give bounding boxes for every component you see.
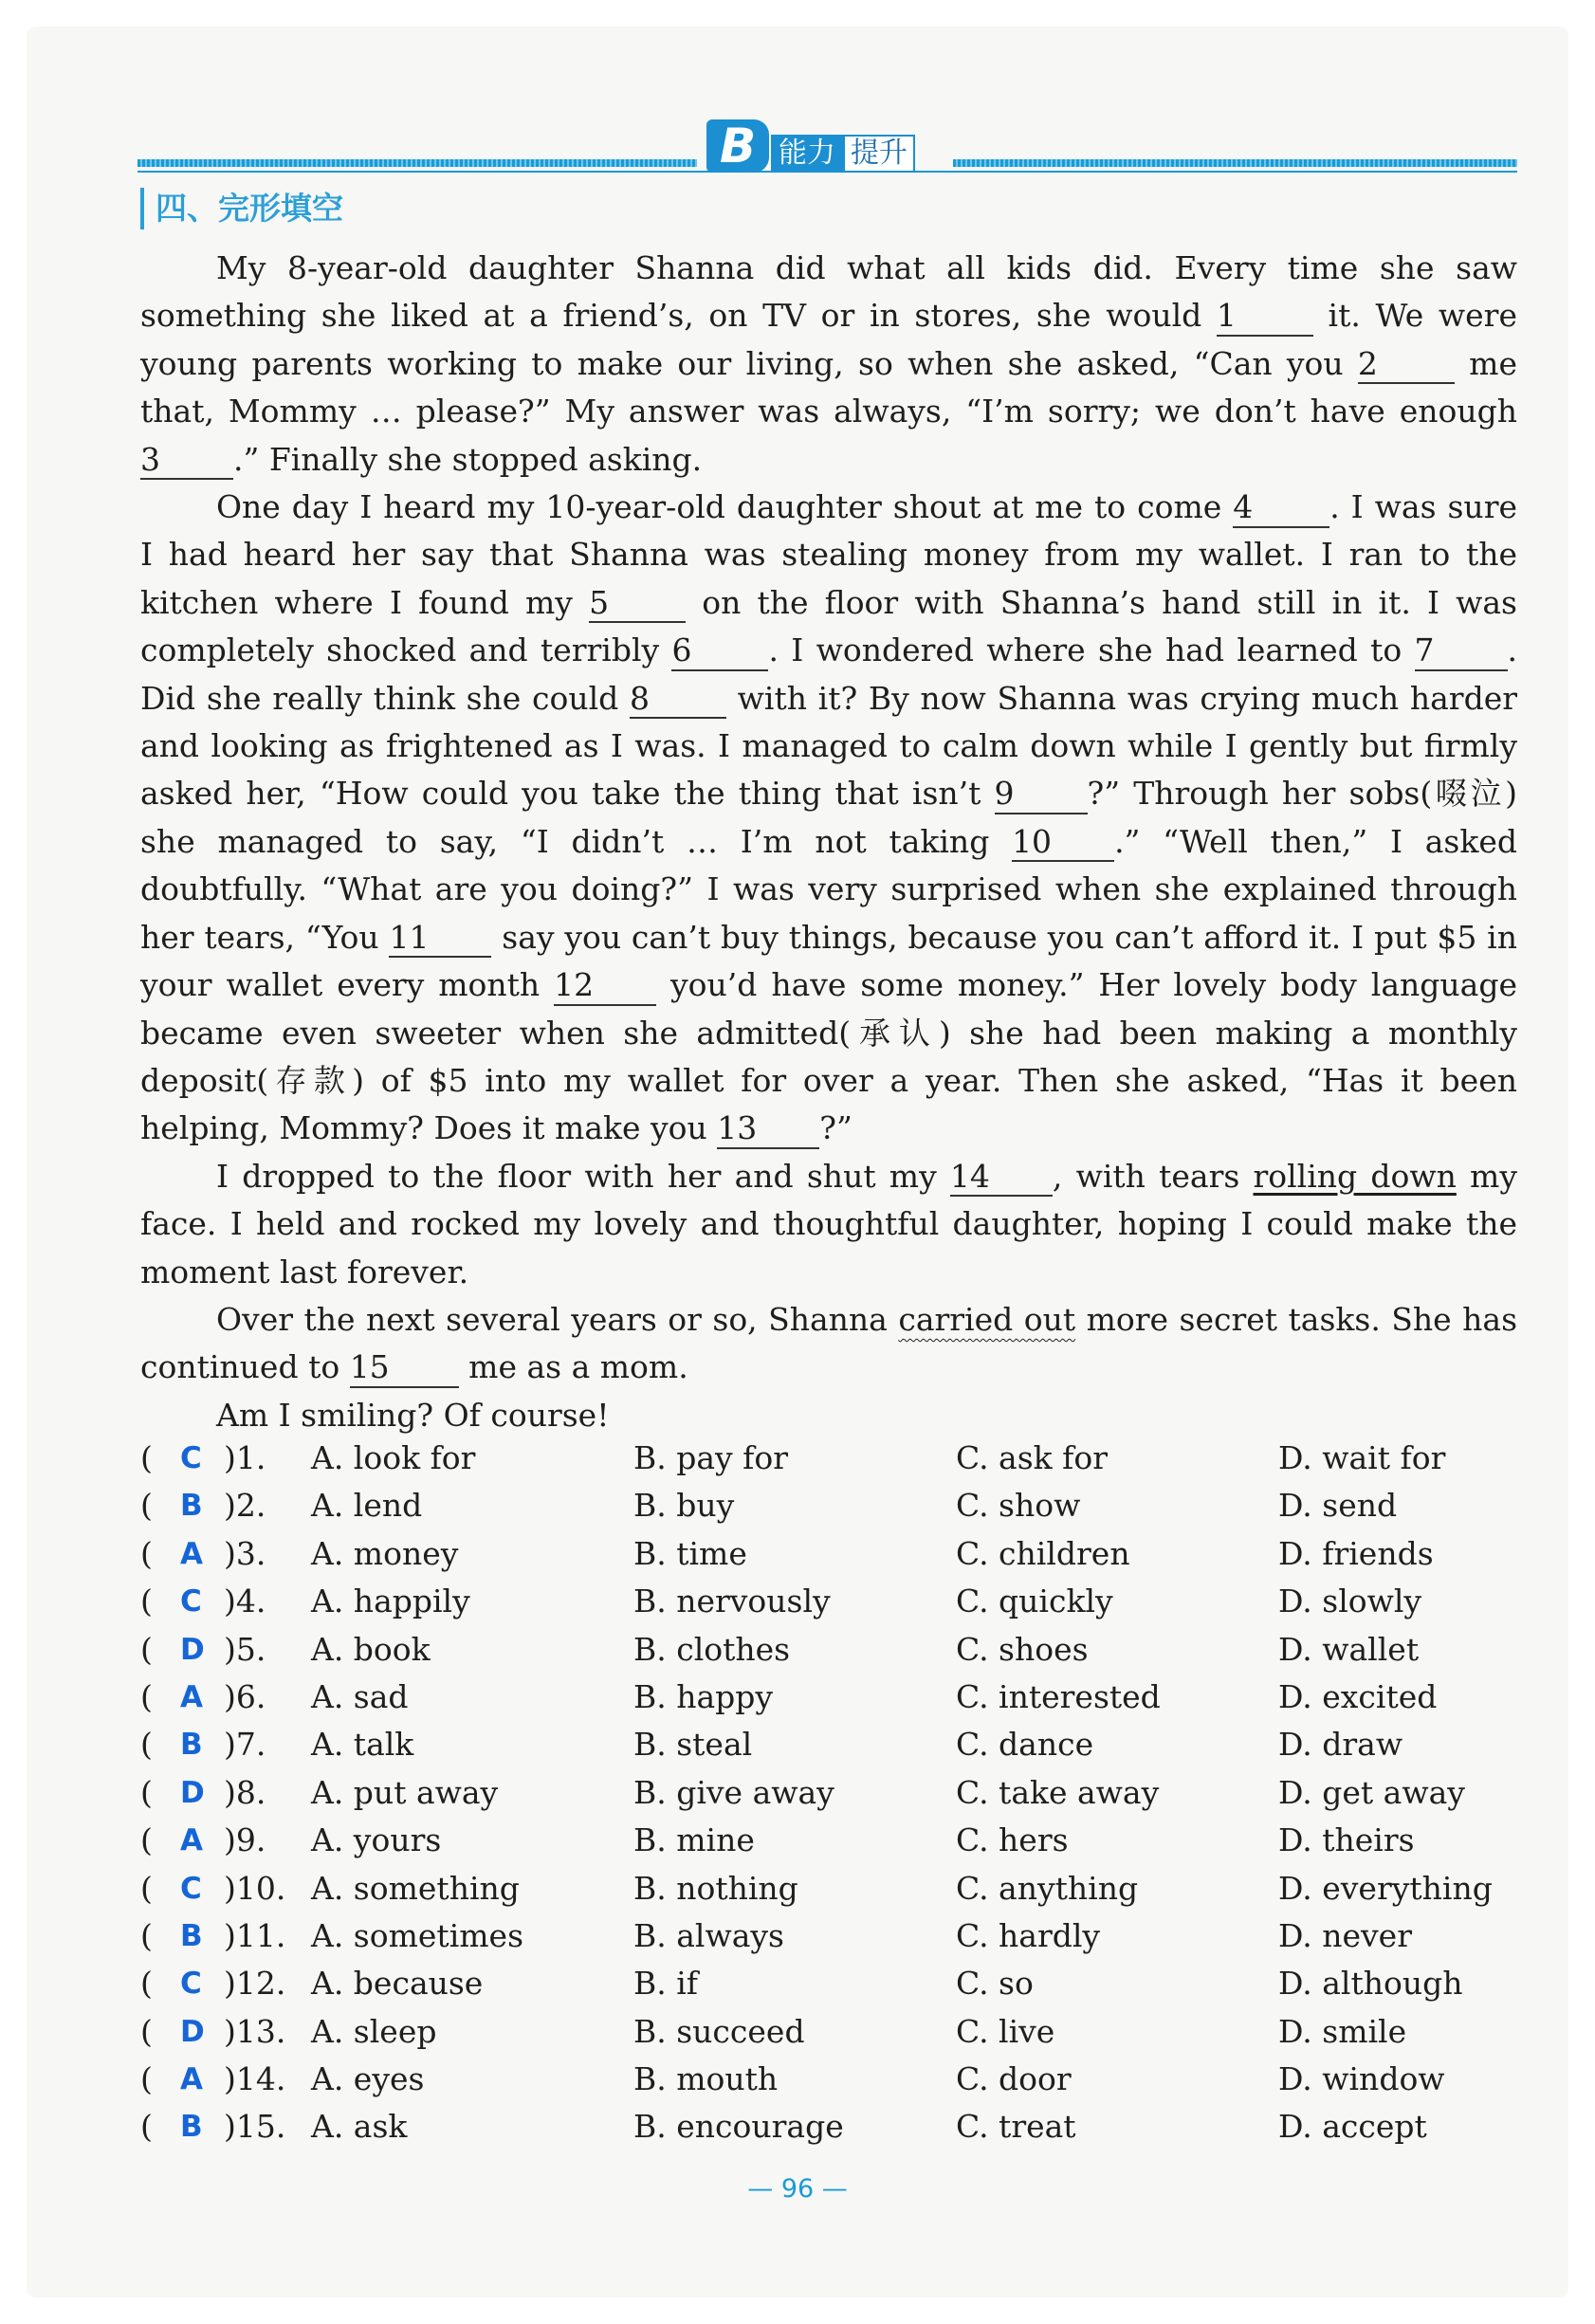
- answer-letter: C: [180, 1584, 202, 1619]
- option-d: D. slowly: [1278, 1583, 1422, 1620]
- question-row: [140, 1960, 1517, 2007]
- question-row: [140, 1865, 1517, 1912]
- option-d: D. wait for: [1278, 1439, 1446, 1476]
- open-paren: (: [140, 1916, 153, 1954]
- cloze-passage: [140, 245, 1517, 1439]
- option-c: C. hers: [956, 1821, 1069, 1859]
- question-row: [140, 1721, 1517, 1768]
- question-number: )14.: [224, 2060, 286, 2098]
- answer-letter: C: [180, 1967, 202, 2002]
- open-paren: (: [140, 2012, 153, 2050]
- blank-15: 15: [350, 1348, 459, 1388]
- option-a: A. money: [311, 1534, 459, 1572]
- option-a: A. something: [311, 1869, 520, 1907]
- open-paren: (: [140, 1487, 153, 1525]
- answer-letter: A: [180, 1823, 203, 1858]
- option-d: D. wallet: [1278, 1630, 1420, 1668]
- option-d: D. draw: [1278, 1726, 1403, 1764]
- blank-12: 12: [554, 966, 656, 1006]
- option-c: C. door: [956, 2060, 1072, 2098]
- option-d: D. smile: [1278, 2012, 1407, 2050]
- blank-2: 2: [1358, 345, 1455, 385]
- option-c: C. hardly: [956, 1916, 1101, 1954]
- question-row: [140, 2056, 1517, 2103]
- option-b: B. steal: [633, 1726, 753, 1764]
- option-d: D. excited: [1278, 1677, 1438, 1715]
- option-a: A. sad: [311, 1677, 409, 1715]
- open-paren: (: [140, 1439, 153, 1476]
- option-b: B. time: [633, 1534, 747, 1572]
- blank-4: 4: [1233, 488, 1329, 528]
- option-d: D. friends: [1278, 1534, 1434, 1572]
- open-paren: (: [140, 1630, 153, 1668]
- option-b: B. nothing: [633, 1869, 798, 1907]
- open-paren: (: [140, 1773, 153, 1811]
- option-d: D. window: [1278, 2060, 1445, 2098]
- question-row: [140, 1674, 1517, 1721]
- answer-letter: C: [180, 1441, 202, 1475]
- open-paren: (: [140, 1677, 153, 1715]
- badge-text-1: 能力: [771, 135, 843, 173]
- paragraph-1: My 8-year-old daughter Shanna did what all kids did. Every time she saw something she liked at a friend’s, on TV or in stores, she would 1 it. We were young parents working to make our living, so when she asked, “Can you 2 me that, Mommy … please?” My answer was always, “I’m sorry; we don’t have enough 3 .” Finally she stopped asking.: [140, 245, 1517, 484]
- question-number: )15.: [224, 2108, 286, 2146]
- question-number: )6.: [224, 1677, 266, 1715]
- option-b: B. encourage: [633, 2108, 844, 2146]
- question-number: )10.: [224, 1869, 286, 1907]
- option-a: A. because: [311, 1965, 484, 2003]
- option-a: A. lend: [311, 1487, 423, 1525]
- blank-3: 3: [140, 441, 233, 481]
- blank-13: 13: [717, 1109, 819, 1149]
- option-c: C. live: [956, 2012, 1055, 2050]
- option-b: B. mine: [633, 1821, 755, 1859]
- option-a: A. talk: [311, 1726, 414, 1764]
- header-rule-right: [953, 159, 1517, 167]
- option-a: A. happily: [311, 1583, 470, 1620]
- option-c: C. anything: [956, 1869, 1139, 1907]
- option-c: C. show: [956, 1487, 1081, 1525]
- option-d: D. everything: [1278, 1869, 1493, 1907]
- question-row: [140, 1482, 1517, 1529]
- paragraph-2: One day I heard my 10-year-old daughter shout at me to come 4 . I was sure I had heard her say that Shanna was stealing money from my wallet. I ran to the kitchen where I found my 5 on the floor with Shanna’s hand still in it. I was completely shocked and terribly 6 . I wondered where she had learned to 7 . Did she really think she could 8 with it? By now Shanna was crying much harder and looking as frightened as I was. I managed to calm down while I gently but firmly asked her, “How could you take the thing that isn’t 9 ?” Through her sobs(啜泣) she managed to say, “I didn’t … I’m not taking 10 .” “Well then,” I asked doubtfully. “What are you doing?” I was very surprised when she explained through her tears, “You 11 say you can’t buy things, because you can’t afford it. I put $5 in your wallet every month 12 you’d have some money.” Her lovely body language became even sweeter when she admitted(承认) she had been making a monthly deposit(存款) of $5 into my wallet for over a year. Then she asked, “Has it been helping, Mommy? Does it make you 13 ?”: [140, 484, 1517, 1153]
- option-a: A. book: [311, 1630, 431, 1668]
- blank-5: 5: [589, 584, 686, 624]
- question-row: [140, 1435, 1517, 1482]
- question-number: )13.: [224, 2012, 286, 2050]
- option-b: B. always: [633, 1916, 784, 1954]
- option-b: B. nervously: [633, 1583, 831, 1620]
- option-c: C. treat: [956, 2108, 1076, 2146]
- option-d: D. never: [1278, 1916, 1412, 1954]
- option-a: A. sleep: [311, 2012, 437, 2050]
- page-number: — 96 —: [747, 2174, 848, 2204]
- option-b: B. give away: [633, 1773, 834, 1811]
- option-c: C. shoes: [956, 1630, 1089, 1668]
- header-rule-left: [138, 159, 697, 167]
- answer-letter: A: [180, 1536, 203, 1571]
- paragraph-5: Am I smiling? Of course!: [216, 1396, 610, 1434]
- option-a: A. put away: [311, 1773, 499, 1811]
- question-number: )3.: [224, 1534, 266, 1572]
- option-a: A. look for: [311, 1439, 476, 1476]
- option-c: C. interested: [956, 1677, 1161, 1715]
- option-c: C. take away: [956, 1773, 1160, 1811]
- option-d: D. get away: [1278, 1773, 1465, 1811]
- blank-11: 11: [389, 919, 491, 959]
- answer-letter: B: [180, 1489, 203, 1524]
- option-d: D. send: [1278, 1487, 1398, 1525]
- question-number: )4.: [224, 1583, 266, 1620]
- option-b: B. buy: [633, 1487, 735, 1525]
- open-paren: (: [140, 1583, 153, 1620]
- open-paren: (: [140, 1821, 153, 1859]
- question-row: [140, 1769, 1517, 1817]
- option-b: B. clothes: [633, 1630, 791, 1668]
- ability-badge: [706, 118, 915, 173]
- badge-text-2: 提升: [843, 135, 915, 173]
- open-paren: (: [140, 2108, 153, 2146]
- option-b: B. mouth: [633, 2060, 779, 2098]
- phrase-carried-out: carried out: [898, 1300, 1076, 1338]
- option-c: C. children: [956, 1534, 1130, 1572]
- question-number: )1.: [224, 1439, 266, 1476]
- question-number: )12.: [224, 1965, 286, 2003]
- answer-letter: B: [180, 1728, 203, 1763]
- answer-letter: A: [180, 2062, 203, 2097]
- paragraph-3: I dropped to the floor with her and shut my 14 , with tears rolling down my face. I held and rocked my lovely and thoughtful daughter, hoping I could make the moment last forever.: [140, 1157, 1517, 1290]
- question-row: [140, 2103, 1517, 2150]
- blank-14: 14: [950, 1158, 1053, 1198]
- option-a: A. yours: [311, 1821, 442, 1859]
- open-paren: (: [140, 1869, 153, 1907]
- option-b: B. happy: [633, 1677, 774, 1715]
- option-a: A. sometimes: [311, 1916, 524, 1954]
- badge-letter: B: [706, 119, 769, 173]
- blank-7: 7: [1415, 631, 1508, 671]
- open-paren: (: [140, 1534, 153, 1572]
- open-paren: (: [140, 1726, 153, 1764]
- section-header: [138, 112, 1517, 178]
- blank-8: 8: [630, 680, 726, 720]
- option-c: C. so: [956, 1965, 1034, 2003]
- phrase-rolling-down: rolling down: [1253, 1157, 1457, 1195]
- question-row: [140, 1912, 1517, 1960]
- answer-letter: B: [180, 1918, 203, 1953]
- answer-letter: C: [180, 1871, 202, 1906]
- question-row: [140, 1530, 1517, 1578]
- question-number: )8.: [224, 1773, 266, 1811]
- section-title: 四、完形填空: [140, 188, 343, 229]
- option-b: B. succeed: [633, 2012, 805, 2050]
- question-number: )2.: [224, 1487, 266, 1525]
- option-b: B. pay for: [633, 1439, 789, 1476]
- answer-options: [140, 1435, 1517, 2151]
- option-d: D. accept: [1278, 2108, 1427, 2146]
- option-a: A. eyes: [311, 2060, 425, 2098]
- option-c: C. dance: [956, 1726, 1094, 1764]
- blank-1: 1: [1217, 297, 1313, 337]
- option-c: C. ask for: [956, 1439, 1109, 1476]
- blank-10: 10: [1012, 823, 1114, 863]
- question-number: )7.: [224, 1726, 266, 1764]
- answer-letter: A: [180, 1679, 203, 1714]
- paragraph-4: Over the next several years or so, Shanna carried out more secret tasks. She has continued to 15 me as a mom.: [140, 1296, 1517, 1392]
- question-row: [140, 1578, 1517, 1625]
- open-paren: (: [140, 1965, 153, 2003]
- question-number: )9.: [224, 1821, 266, 1859]
- option-b: B. if: [633, 1965, 698, 2003]
- blank-9: 9: [995, 775, 1088, 814]
- answer-letter: D: [180, 1775, 205, 1810]
- option-c: C. quickly: [956, 1583, 1113, 1620]
- open-paren: (: [140, 2060, 153, 2098]
- question-number: )5.: [224, 1630, 266, 1668]
- question-row: [140, 2008, 1517, 2056]
- blank-6: 6: [671, 631, 768, 671]
- option-d: D. although: [1278, 1965, 1463, 2003]
- question-number: )11.: [224, 1916, 286, 1954]
- question-row: [140, 1817, 1517, 1864]
- answer-letter: D: [180, 1632, 205, 1667]
- option-d: D. theirs: [1278, 1821, 1415, 1859]
- option-a: A. ask: [311, 2108, 408, 2146]
- question-row: [140, 1626, 1517, 1674]
- answer-letter: B: [180, 2110, 203, 2145]
- answer-letter: D: [180, 2014, 205, 2049]
